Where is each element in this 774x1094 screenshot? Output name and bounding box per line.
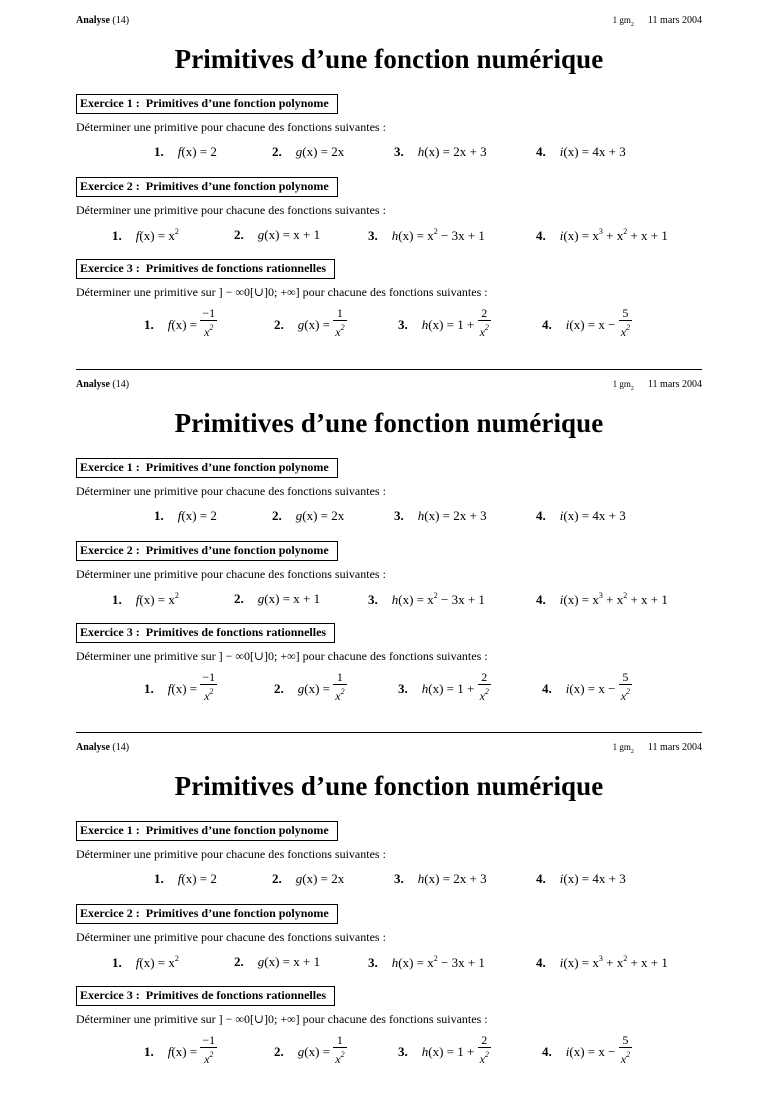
function-expression: (x) = 4x + 3 xyxy=(563,508,626,523)
function-expression: (x) = 4x + 3 xyxy=(563,871,626,886)
fraction-denominator: $x^2$ xyxy=(204,323,214,339)
exercise-heading: Primitives d’une fonction polynome xyxy=(145,543,329,557)
function-expression: (x) = xyxy=(304,1043,334,1059)
function-name: g xyxy=(257,227,265,242)
header-left xyxy=(76,15,129,26)
function-expression: (x) = xyxy=(171,1043,201,1059)
function-expression: (x) = 2 xyxy=(181,508,217,523)
function-expression: (x) = 2x xyxy=(302,508,345,523)
function-item xyxy=(274,670,347,703)
function-name: i xyxy=(565,1043,570,1059)
exponent: 3 xyxy=(598,591,603,600)
function-item xyxy=(274,306,347,339)
header-course: Analyse xyxy=(76,15,110,26)
function-item xyxy=(398,306,491,339)
function-item xyxy=(394,144,487,160)
header-class: 1 $gm_2$ xyxy=(612,379,634,392)
fraction xyxy=(619,671,632,703)
exercise-heading: Primitives de fonctions rationnelles xyxy=(145,261,327,275)
function-item xyxy=(536,954,668,971)
function-item xyxy=(542,1033,632,1066)
function-expression: (x) = 1 + xyxy=(428,680,478,696)
function-name: g xyxy=(257,591,265,606)
exercise-instruction: Déterminer une primitive sur ] − ∞0[∪]0; +∞] pour chacune des fonctions suivantes : xyxy=(76,285,488,299)
function-item xyxy=(368,591,485,608)
function-expression: (x) = 2x xyxy=(302,871,345,886)
item-number: 4. xyxy=(536,592,546,607)
function-list xyxy=(76,144,702,174)
item-number: 2. xyxy=(274,316,284,332)
exponent: 2 xyxy=(174,227,179,236)
function-expression-tail: + x + 1 xyxy=(627,955,668,970)
function-item xyxy=(234,591,320,607)
fraction xyxy=(200,1034,217,1066)
fraction-denominator: $x^2$ xyxy=(335,323,345,339)
function-expression-mid: + x xyxy=(602,592,624,607)
function-item xyxy=(542,306,632,339)
function-item xyxy=(274,1033,347,1066)
fraction-numerator: −1 xyxy=(202,670,216,684)
fraction-denominator: $x^2$ xyxy=(479,1050,489,1066)
header-left xyxy=(76,742,129,753)
separator-rule xyxy=(76,369,702,370)
function-expression: (x) = 2x xyxy=(302,144,345,159)
worksheet-copy-2 xyxy=(76,376,702,706)
function-name: h xyxy=(391,955,399,970)
function-name: g xyxy=(295,871,303,886)
function-item xyxy=(394,508,487,524)
function-item xyxy=(398,670,491,703)
fraction-numerator: 2 xyxy=(478,671,491,685)
item-number: 2. xyxy=(234,954,244,969)
function-expression: (x) = x xyxy=(563,955,599,970)
exponent: 3 xyxy=(598,227,603,236)
function-expression-mid: + x xyxy=(602,228,624,243)
worksheet-copy-1 xyxy=(76,12,702,342)
fraction-numerator: 5 xyxy=(619,1034,632,1048)
function-name: f xyxy=(167,316,172,332)
exponent: 2 xyxy=(174,954,179,963)
function-item xyxy=(112,227,179,244)
function-expression: (x) = x xyxy=(398,228,434,243)
function-list xyxy=(76,227,702,257)
function-list xyxy=(76,1033,702,1070)
function-item xyxy=(154,144,217,160)
exercise-2 xyxy=(76,904,702,970)
exercise-1 xyxy=(76,821,702,886)
exercise-heading: Primitives d’une fonction polynome xyxy=(145,179,329,193)
item-number: 1. xyxy=(112,592,122,607)
function-name: f xyxy=(177,144,182,159)
exercise-label: Exercice 1 : xyxy=(80,96,140,110)
exercise-heading: Primitives de fonctions rationnelles xyxy=(145,988,327,1002)
fraction-denominator: $x^2$ xyxy=(620,323,631,339)
header-number: (14) xyxy=(112,15,130,26)
exercise-heading-box xyxy=(76,986,335,1006)
exercise-heading: Primitives de fonctions rationnelles xyxy=(145,625,327,639)
item-number: 1. xyxy=(112,228,122,243)
page-title: Primitives d’une fonction numérique xyxy=(174,771,604,801)
fraction xyxy=(478,307,491,339)
function-name: g xyxy=(297,680,305,696)
header-number: (14) xyxy=(112,742,130,753)
function-expression: (x) = x xyxy=(139,955,175,970)
function-name: h xyxy=(421,1043,429,1059)
fraction xyxy=(619,1034,632,1066)
function-item xyxy=(394,871,487,887)
function-expression: (x) = x + 1 xyxy=(264,954,321,969)
item-number: 3. xyxy=(368,228,378,243)
function-expression: (x) = xyxy=(304,680,334,696)
function-expression: (x) = 2x + 3 xyxy=(424,144,487,159)
item-number: 3. xyxy=(368,955,378,970)
exercise-heading: Primitives d’une fonction polynome xyxy=(145,460,329,474)
function-expression: (x) = x xyxy=(563,228,599,243)
function-expression-tail: − 3x + 1 xyxy=(437,228,485,243)
item-number: 1. xyxy=(154,871,164,886)
fraction-denominator: $x^2$ xyxy=(335,1050,345,1066)
header-date: 11 mars 2004 xyxy=(647,742,702,753)
function-item xyxy=(536,508,626,524)
exponent: 2 xyxy=(433,227,438,236)
function-item xyxy=(536,144,626,160)
function-expression: (x) = 2x + 3 xyxy=(424,871,487,886)
function-item xyxy=(542,670,632,703)
item-number: 2. xyxy=(234,591,244,606)
function-name: g xyxy=(297,1043,305,1059)
function-name: i xyxy=(559,228,564,243)
item-number: 2. xyxy=(274,1043,284,1059)
exercise-1 xyxy=(76,458,702,523)
function-name: f xyxy=(167,1043,172,1059)
fraction-numerator: 5 xyxy=(619,671,632,685)
function-name: i xyxy=(559,144,564,159)
function-expression: (x) = 2 xyxy=(181,144,217,159)
exercise-heading: Primitives d’une fonction polynome xyxy=(145,96,329,110)
function-name: g xyxy=(257,954,265,969)
header-right xyxy=(613,379,702,392)
exercise-heading-box xyxy=(76,94,338,114)
function-expression: (x) = x xyxy=(139,228,175,243)
function-item xyxy=(272,871,344,887)
function-item xyxy=(536,871,626,887)
exercise-heading-box xyxy=(76,541,338,561)
function-list xyxy=(76,670,702,707)
function-expression: (x) = x − xyxy=(569,316,619,332)
function-name: f xyxy=(135,955,140,970)
function-item xyxy=(536,227,668,244)
function-expression: (x) = x xyxy=(139,592,175,607)
function-item xyxy=(144,306,217,339)
fraction-numerator: −1 xyxy=(202,1033,216,1047)
item-number: 4. xyxy=(536,871,546,886)
function-expression: (x) = x + 1 xyxy=(264,227,321,242)
function-name: g xyxy=(297,316,305,332)
exercise-label: Exercice 3 : xyxy=(80,261,140,275)
exercise-heading: Primitives d’une fonction polynome xyxy=(145,823,329,837)
function-name: f xyxy=(177,508,182,523)
fraction xyxy=(333,307,346,339)
function-item xyxy=(234,227,320,243)
exercise-label: Exercice 1 : xyxy=(80,460,140,474)
exercise-label: Exercice 3 : xyxy=(80,988,140,1002)
function-name: i xyxy=(559,592,564,607)
page-header xyxy=(76,742,702,756)
item-number: 4. xyxy=(542,316,552,332)
item-number: 2. xyxy=(272,871,282,886)
fraction-numerator: 2 xyxy=(478,307,491,321)
exponent: 2 xyxy=(623,954,628,963)
header-left xyxy=(76,379,129,390)
function-name: i xyxy=(559,508,564,523)
header-class: 1 $gm_2$ xyxy=(612,742,634,755)
function-expression: (x) = 2 xyxy=(181,871,217,886)
exercise-heading-box xyxy=(76,458,338,478)
fraction-denominator: $x^2$ xyxy=(620,1050,631,1066)
function-item xyxy=(272,508,344,524)
fraction-numerator: 1 xyxy=(333,1034,346,1048)
function-expression: (x) = 4x + 3 xyxy=(563,144,626,159)
item-number: 4. xyxy=(542,1043,552,1059)
fraction-denominator: $x^2$ xyxy=(479,687,489,703)
function-item xyxy=(368,227,485,244)
function-expression: (x) = xyxy=(171,316,201,332)
exercise-instruction: Déterminer une primitive pour chacune des fonctions suivantes : xyxy=(76,120,386,134)
exercise-3 xyxy=(76,259,702,339)
fraction-denominator: $x^2$ xyxy=(479,323,489,339)
function-list xyxy=(76,306,702,343)
function-expression: (x) = x + 1 xyxy=(264,591,321,606)
function-name: g xyxy=(295,144,303,159)
function-name: i xyxy=(559,871,564,886)
fraction xyxy=(333,671,346,703)
exercise-3 xyxy=(76,623,702,703)
fraction-denominator: $x^2$ xyxy=(204,1050,214,1066)
exercise-label: Exercice 2 : xyxy=(80,179,140,193)
fraction xyxy=(333,1034,346,1066)
fraction-denominator: $x^2$ xyxy=(620,687,631,703)
item-number: 4. xyxy=(536,955,546,970)
function-name: f xyxy=(177,871,182,886)
item-number: 1. xyxy=(154,508,164,523)
exponent: 2 xyxy=(433,954,438,963)
item-number: 4. xyxy=(536,508,546,523)
exercise-instruction: Déterminer une primitive pour chacune des fonctions suivantes : xyxy=(76,203,386,217)
exercise-instruction: Déterminer une primitive pour chacune des fonctions suivantes : xyxy=(76,567,386,581)
function-expression-tail: + x + 1 xyxy=(627,228,668,243)
function-name: h xyxy=(391,228,399,243)
function-expression: (x) = x xyxy=(398,955,434,970)
fraction-numerator: 5 xyxy=(619,307,632,321)
exercise-1 xyxy=(76,94,702,159)
function-item xyxy=(144,1033,217,1066)
exercise-3 xyxy=(76,986,702,1066)
function-expression: (x) = x − xyxy=(569,1043,619,1059)
exponent: 3 xyxy=(598,954,603,963)
function-item xyxy=(398,1033,491,1066)
function-expression: (x) = 2x + 3 xyxy=(424,508,487,523)
exercise-label: Exercice 2 : xyxy=(80,543,140,557)
function-name: h xyxy=(421,680,429,696)
separator-rule xyxy=(76,732,702,733)
function-name: h xyxy=(417,871,425,886)
function-list xyxy=(76,508,702,538)
function-list xyxy=(76,954,702,984)
exercise-2 xyxy=(76,541,702,607)
header-course: Analyse xyxy=(76,379,110,390)
function-expression-tail: − 3x + 1 xyxy=(437,592,485,607)
function-item xyxy=(154,871,217,887)
function-name: f xyxy=(135,228,140,243)
function-name: h xyxy=(421,316,429,332)
page-title: Primitives d’une fonction numérique xyxy=(174,408,604,438)
function-expression-tail: + x + 1 xyxy=(627,592,668,607)
exercise-instruction: Déterminer une primitive sur ] − ∞0[∪]0; +∞] pour chacune des fonctions suivantes : xyxy=(76,649,488,663)
exponent: 2 xyxy=(433,591,438,600)
item-number: 2. xyxy=(272,144,282,159)
exponent: 2 xyxy=(623,227,628,236)
item-number: 3. xyxy=(398,316,408,332)
fraction-numerator: 1 xyxy=(333,671,346,685)
item-number: 1. xyxy=(144,1043,154,1059)
page-header xyxy=(76,379,702,393)
item-number: 4. xyxy=(536,228,546,243)
fraction-denominator: $x^2$ xyxy=(204,687,214,703)
fraction xyxy=(478,671,491,703)
function-name: i xyxy=(565,316,570,332)
exercise-instruction: Déterminer une primitive pour chacune des fonctions suivantes : xyxy=(76,930,386,944)
function-expression: (x) = 1 + xyxy=(428,1043,478,1059)
exercise-heading-box xyxy=(76,259,335,279)
item-number: 4. xyxy=(542,680,552,696)
exercise-instruction: Déterminer une primitive pour chacune des fonctions suivantes : xyxy=(76,847,386,861)
function-expression: (x) = x − xyxy=(569,680,619,696)
page-title: Primitives d’une fonction numérique xyxy=(174,44,604,74)
function-item xyxy=(144,670,217,703)
function-name: f xyxy=(167,680,172,696)
function-name: h xyxy=(417,144,425,159)
header-date: 11 mars 2004 xyxy=(647,379,702,390)
fraction-numerator: −1 xyxy=(202,306,216,320)
exercise-label: Exercice 3 : xyxy=(80,625,140,639)
function-expression-tail: − 3x + 1 xyxy=(437,955,485,970)
fraction-numerator: 2 xyxy=(478,1034,491,1048)
exercise-heading: Primitives d’une fonction polynome xyxy=(145,906,329,920)
exercise-heading-box xyxy=(76,904,338,924)
function-list xyxy=(76,591,702,621)
function-name: h xyxy=(417,508,425,523)
header-course: Analyse xyxy=(76,742,110,753)
item-number: 3. xyxy=(394,871,404,886)
fraction xyxy=(200,307,217,339)
item-number: 3. xyxy=(398,680,408,696)
function-name: f xyxy=(135,592,140,607)
function-item xyxy=(112,591,179,608)
function-expression-mid: + x xyxy=(602,955,624,970)
item-number: 1. xyxy=(154,144,164,159)
item-number: 1. xyxy=(112,955,122,970)
fraction xyxy=(619,307,632,339)
exercise-instruction: Déterminer une primitive pour chacune des fonctions suivantes : xyxy=(76,484,386,498)
function-name: h xyxy=(391,592,399,607)
exponent: 2 xyxy=(174,591,179,600)
function-item xyxy=(234,954,320,970)
function-name: i xyxy=(559,955,564,970)
function-item xyxy=(272,144,344,160)
item-number: 4. xyxy=(536,144,546,159)
fraction-denominator: $x^2$ xyxy=(335,687,345,703)
function-expression: (x) = 1 + xyxy=(428,316,478,332)
function-name: i xyxy=(565,680,570,696)
fraction xyxy=(200,671,217,703)
worksheet-copy-3 xyxy=(76,739,702,1069)
item-number: 3. xyxy=(398,1043,408,1059)
header-class: 1 $gm_2$ xyxy=(612,15,634,28)
item-number: 3. xyxy=(394,508,404,523)
header-date: 11 mars 2004 xyxy=(647,15,702,26)
function-expression: (x) = x xyxy=(563,592,599,607)
function-expression: (x) = x xyxy=(398,592,434,607)
function-item xyxy=(154,508,217,524)
function-expression: (x) = xyxy=(171,680,201,696)
page-header xyxy=(76,15,702,29)
item-number: 1. xyxy=(144,316,154,332)
exercise-instruction: Déterminer une primitive sur ] − ∞0[∪]0; +∞] pour chacune des fonctions suivantes : xyxy=(76,1012,488,1026)
function-list xyxy=(76,871,702,901)
exercise-2 xyxy=(76,177,702,243)
header-right xyxy=(613,742,702,755)
exponent: 2 xyxy=(623,591,628,600)
header-number: (14) xyxy=(112,379,130,390)
function-item xyxy=(536,591,668,608)
item-number: 1. xyxy=(144,680,154,696)
exercise-heading-box xyxy=(76,177,338,197)
exercise-heading-box xyxy=(76,623,335,643)
item-number: 2. xyxy=(272,508,282,523)
function-item xyxy=(112,954,179,971)
item-number: 3. xyxy=(394,144,404,159)
fraction xyxy=(478,1034,491,1066)
exercise-heading-box xyxy=(76,821,338,841)
fraction-numerator: 1 xyxy=(333,307,346,321)
function-item xyxy=(368,954,485,971)
item-number: 3. xyxy=(368,592,378,607)
item-number: 2. xyxy=(234,227,244,242)
exercise-label: Exercice 2 : xyxy=(80,906,140,920)
header-right xyxy=(613,15,702,28)
function-expression: (x) = xyxy=(304,316,334,332)
exercise-label: Exercice 1 : xyxy=(80,823,140,837)
item-number: 2. xyxy=(274,680,284,696)
function-name: g xyxy=(295,508,303,523)
